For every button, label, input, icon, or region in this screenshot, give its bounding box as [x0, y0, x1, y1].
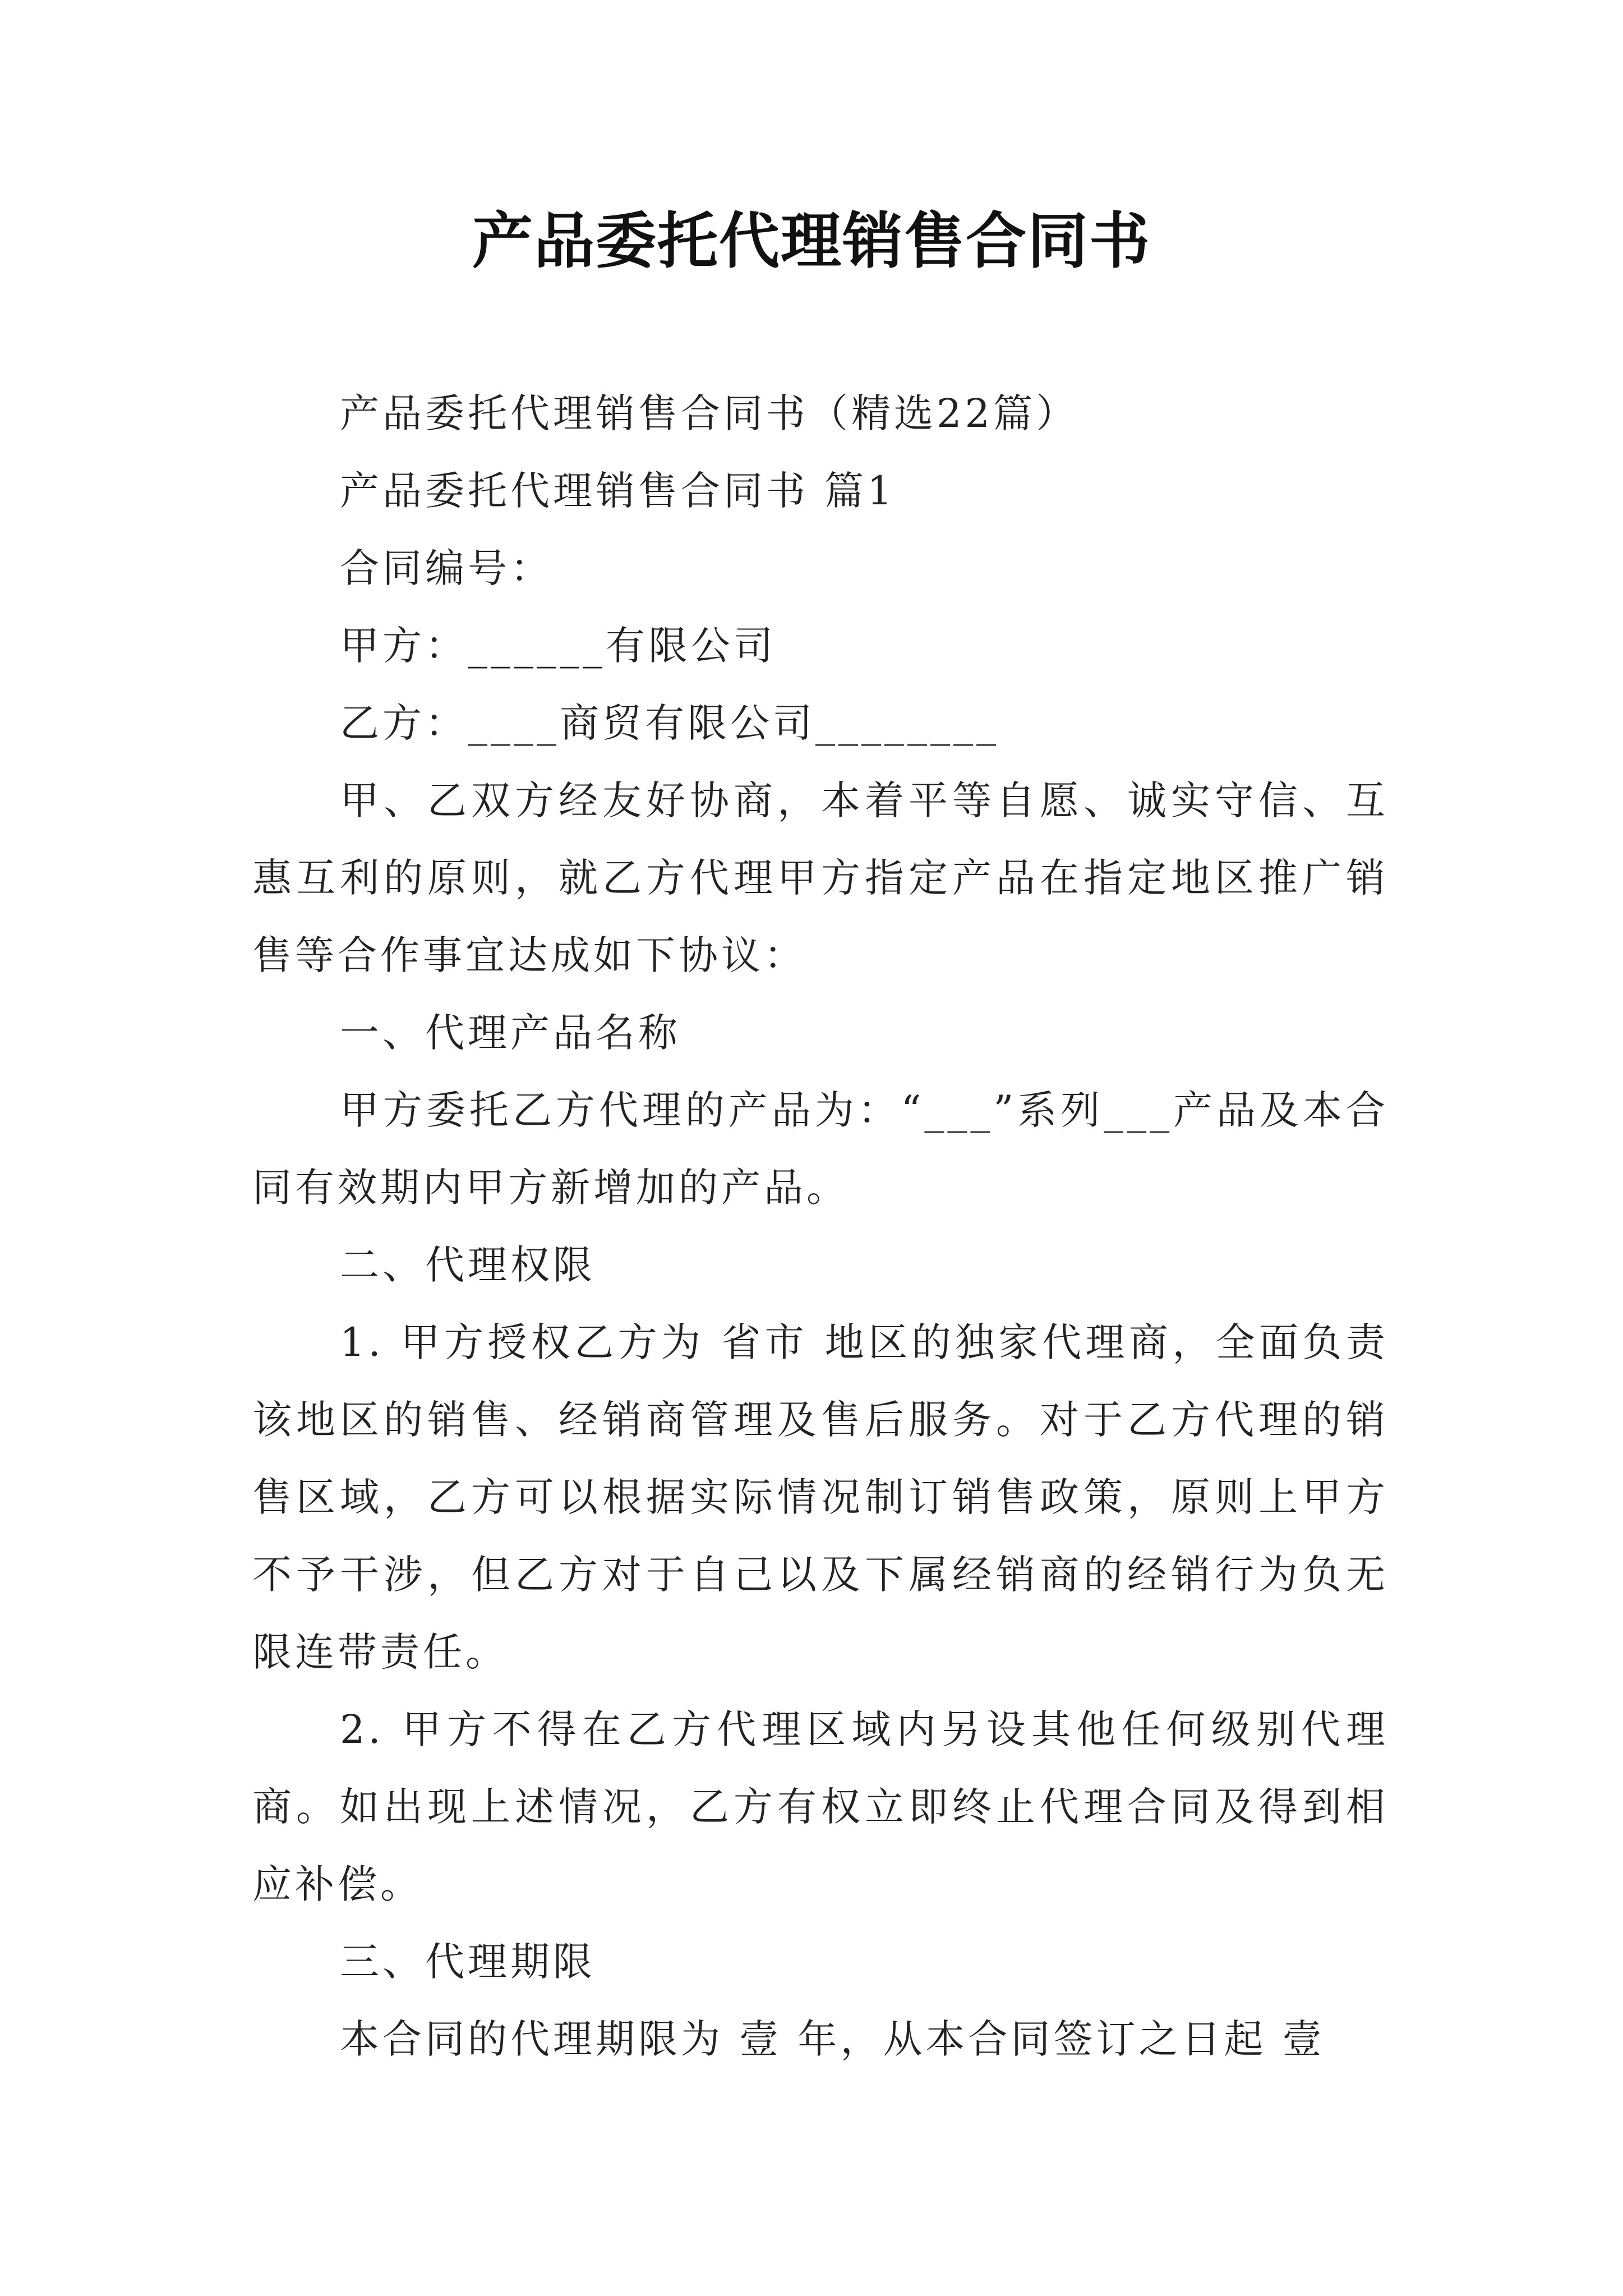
clause-heading-1: 一、代理产品名称 [340, 1010, 681, 1056]
document-body [252, 375, 1389, 2078]
intro-paragraph: 甲、乙双方经友好协商，本着平等自愿、诚实守信、互惠互利的原则，就乙方代理甲方指定产品在指定地区推广销售等合作事宜达成如下协议： [252, 777, 1389, 978]
party-a-line: 甲方：______有限公司 [340, 623, 776, 669]
clause-1-text: 甲方委托乙方代理的产品为：“___”系列___产品及本合同有效期内甲方新增加的产品。 [252, 1087, 1389, 1211]
section-heading-part1: 产品委托代理销售合同书 篇1 [340, 468, 896, 514]
subtitle-line: 产品委托代理销售合同书（精选22篇） [340, 390, 1079, 436]
clause-2-item-2: 2. 甲方不得在乙方代理区域内另设其他任何级别代理商。如出现上述情况，乙方有权立即终止代理合同及得到相应补偿。 [252, 1706, 1389, 1907]
clause-3-text: 本合同的代理期限为 壹 年，从本合同签订之日起 壹 [340, 2016, 1325, 2062]
clause-2-item-1: 1. 甲方授权乙方为 省市 地区的独家代理商，全面负责该地区的销售、经销商管理及售后服务。对于乙方代理的销售区域，乙方可以根据实际情况制订销售政策，原则上甲方不予干涉，但乙方对于自己以及下属经销商的经销行为负无限连带责任。 [252, 1319, 1389, 1675]
clause-heading-2: 二、代理权限 [340, 1242, 596, 1288]
document-title: 产品委托代理销售合同书 [472, 206, 1151, 277]
party-b-line: 乙方：____商贸有限公司________ [340, 700, 999, 746]
clause-heading-3: 三、代理期限 [340, 1939, 596, 1985]
contract-number-line: 合同编号： [340, 545, 553, 591]
